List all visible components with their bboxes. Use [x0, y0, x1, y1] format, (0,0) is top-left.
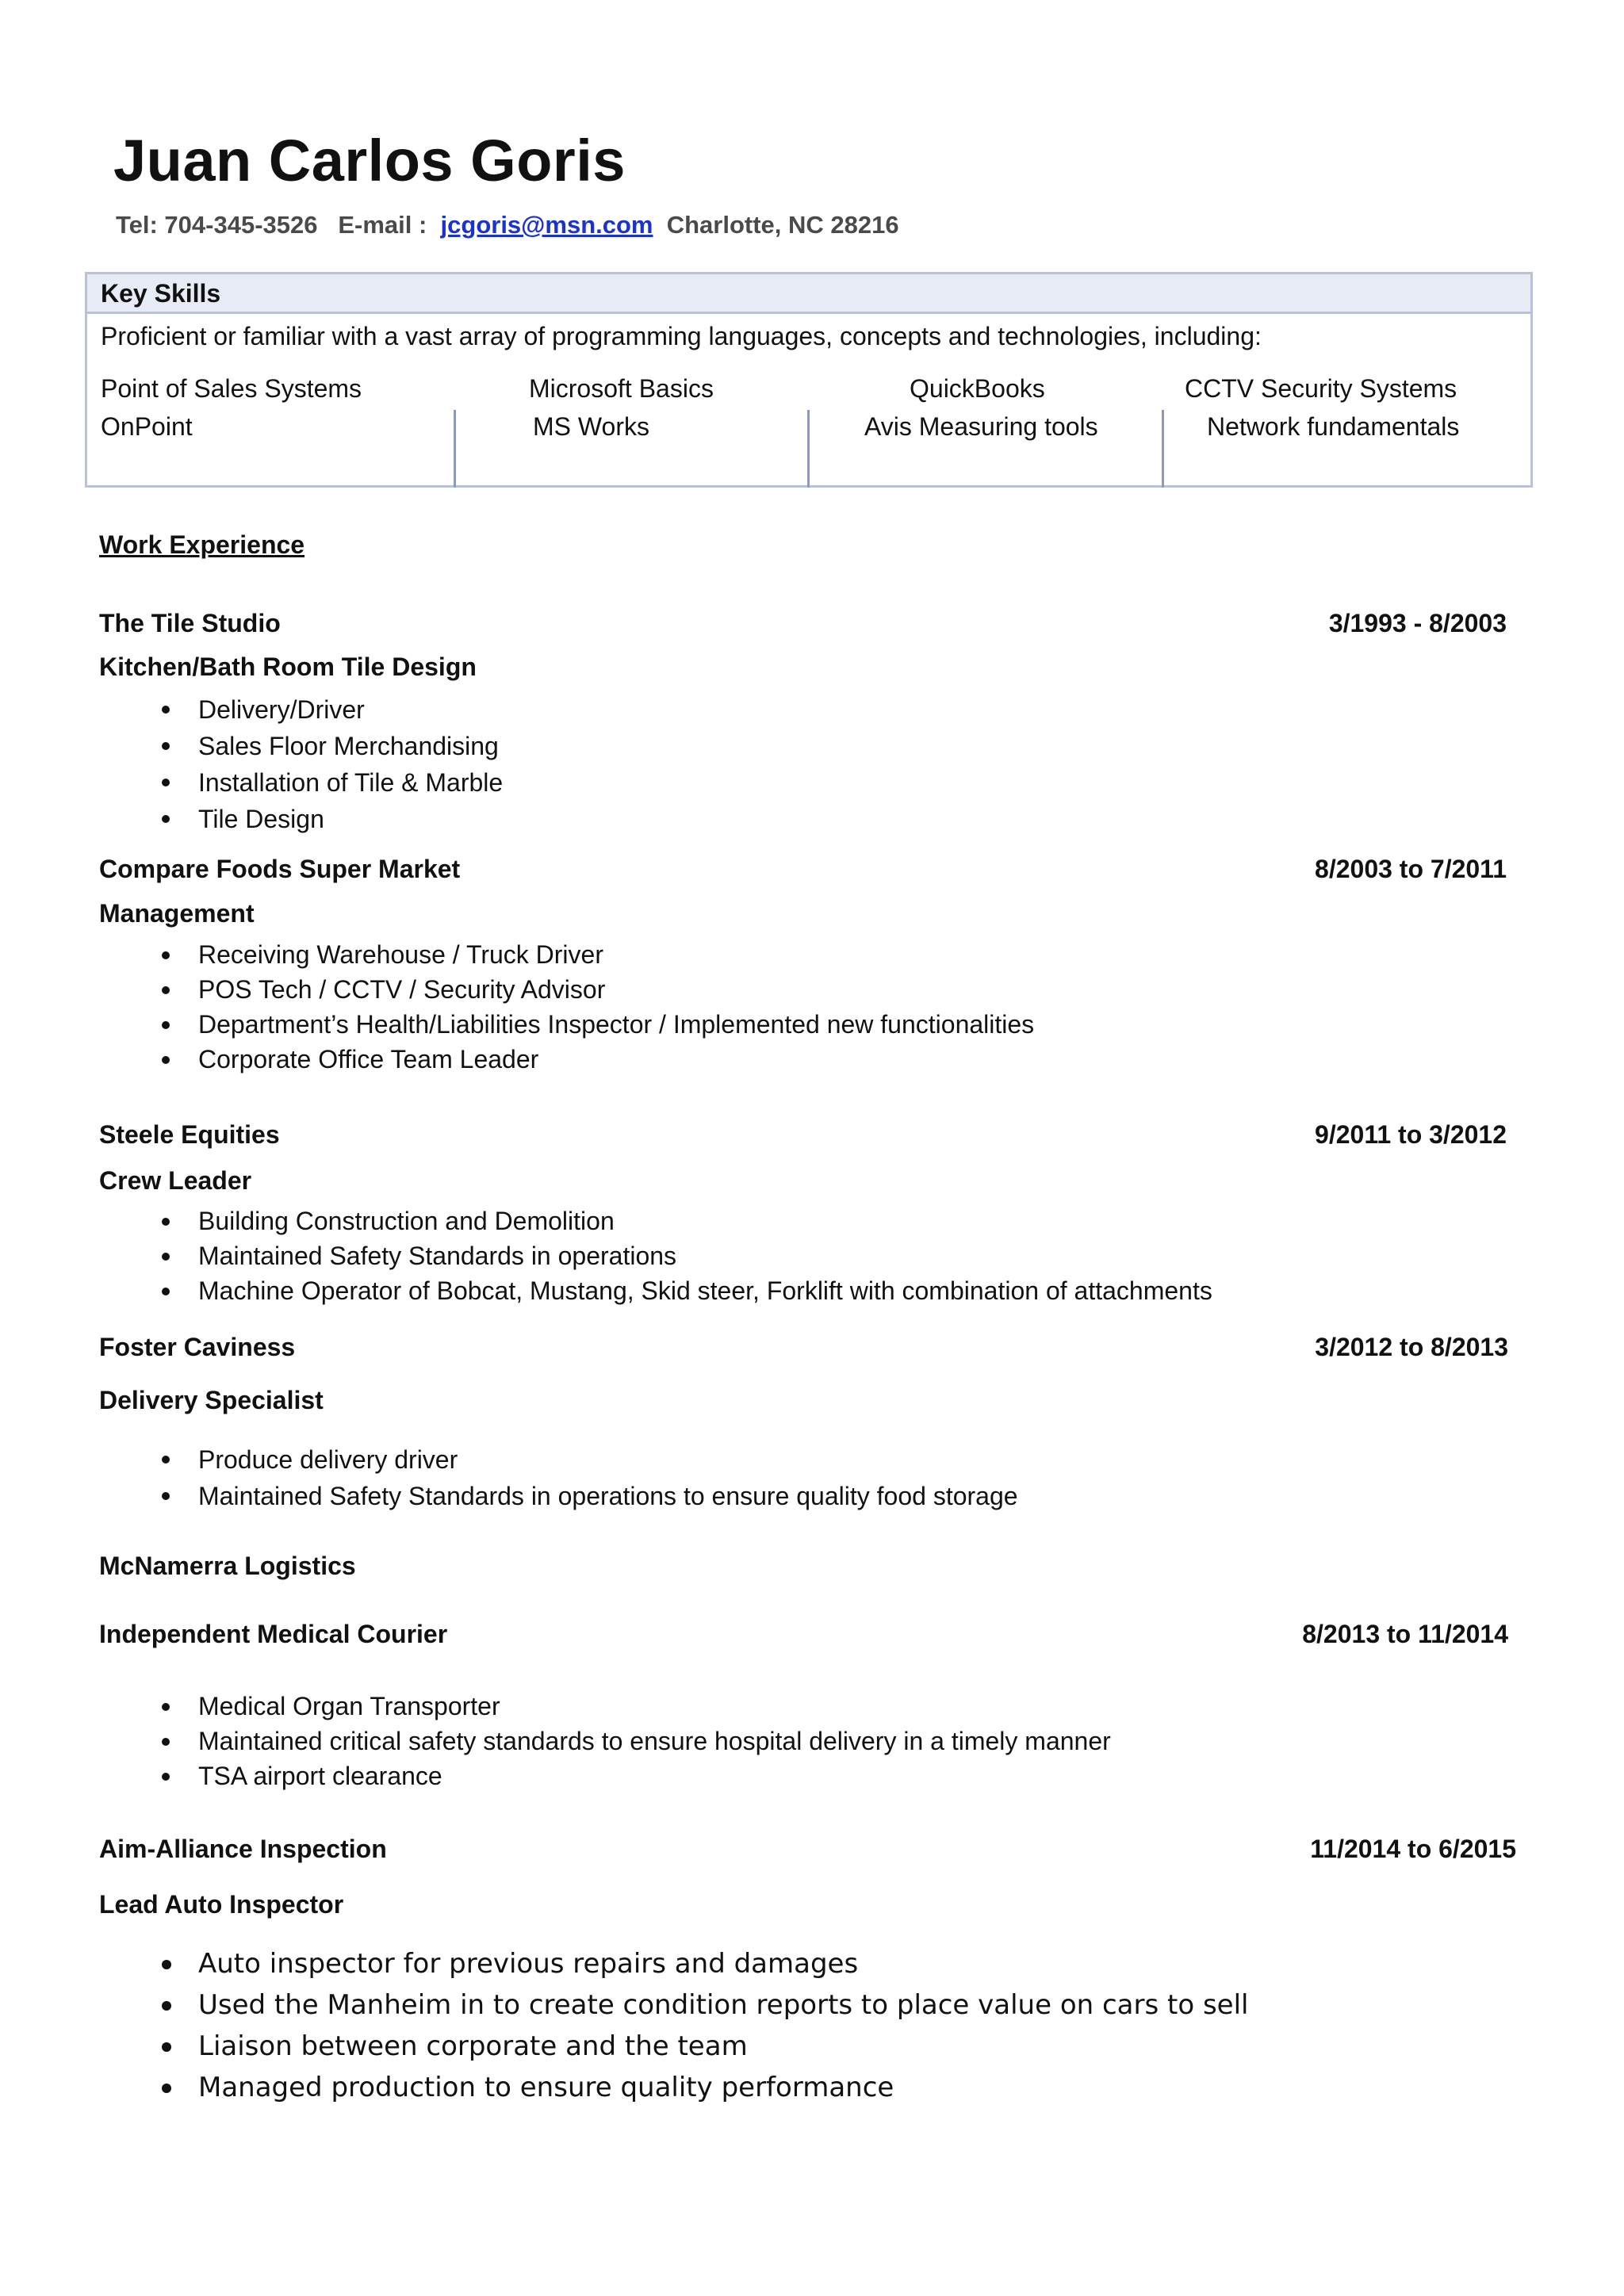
job-dates: 3/1993 - 8/2003 [1328, 609, 1507, 637]
job-dates: 8/2013 to 11/2014 [1302, 1620, 1508, 1648]
list-item: Machine Operator of Bobcat, Mustang, Skid steer, Forklift with combination of attachments [159, 1273, 1212, 1308]
list-item: Maintained Safety Standards in operations [159, 1238, 1212, 1273]
list-item: Produce delivery driver [159, 1441, 1018, 1478]
job-bullets [159, 937, 1034, 1077]
list-item: Building Construction and Demolition [159, 1203, 1212, 1238]
job-role: Kitchen/Bath Room Tile Design [99, 652, 477, 681]
job-company: The Tile Studio [99, 609, 281, 637]
skill-item: Network fundamentals [1207, 412, 1460, 441]
job-company: Compare Foods Super Market [99, 855, 461, 883]
job-bullets [159, 1689, 1111, 1793]
job-company: Aim-Alliance Inspection [99, 1835, 387, 1863]
job-role: Crew Leader [99, 1166, 252, 1195]
skill-item: Avis Measuring tools [864, 412, 1098, 441]
skills-column-divider [454, 410, 456, 488]
list-item: Tile Design [159, 801, 503, 837]
skill-item: OnPoint [101, 412, 193, 441]
key-skills-header [87, 274, 1530, 314]
key-skills-intro: Proficient or familiar with a vast array of programming languages, concepts and technologies, including: [101, 322, 1262, 350]
list-item: Department’s Health/Liabilities Inspector / Implemented new functionalities [159, 1007, 1034, 1042]
skill-item: Microsoft Basics [529, 374, 714, 403]
job-role: Lead Auto Inspector [99, 1890, 344, 1919]
list-item: Liaison between corporate and the team [159, 2026, 1248, 2067]
list-item: Sales Floor Merchandising [159, 728, 503, 764]
list-item: Corporate Office Team Leader [159, 1042, 1034, 1077]
list-item: Receiving Warehouse / Truck Driver [159, 937, 1034, 972]
job-bullets [159, 1943, 1248, 2108]
email-link[interactable]: jcgoris@msn.com [440, 211, 653, 239]
list-item: POS Tech / CCTV / Security Advisor [159, 972, 1034, 1007]
skills-column-divider [1162, 410, 1164, 488]
list-item: Maintained critical safety standards to ensure hospital delivery in a timely manner [159, 1724, 1111, 1758]
skill-item: MS Works [533, 412, 649, 441]
job-company: Foster Caviness [99, 1333, 296, 1361]
skills-column-divider [807, 410, 810, 488]
list-item: Managed production to ensure quality performance [159, 2067, 1248, 2108]
key-skills-heading: Key Skills [101, 279, 221, 308]
skill-item: QuickBooks [910, 374, 1045, 403]
contact-line [116, 211, 899, 239]
job-dates: 11/2014 to 6/2015 [1310, 1835, 1516, 1863]
list-item: Installation of Tile & Marble [159, 764, 503, 801]
list-item: Used the Manheim in to create condition reports to place value on cars to sell [159, 1984, 1248, 2026]
list-item: Medical Organ Transporter [159, 1689, 1111, 1724]
skill-item: CCTV Security Systems [1185, 374, 1457, 403]
job-bullets [159, 1203, 1212, 1308]
job-role: Independent Medical Courier [99, 1620, 448, 1648]
job-role: Management [99, 899, 255, 928]
skill-item: Point of Sales Systems [101, 374, 362, 403]
list-item: Delivery/Driver [159, 691, 503, 728]
phone-number: Tel: 704-345-3526 [116, 211, 318, 239]
job-bullets [159, 1441, 1018, 1514]
job-role: Delivery Specialist [99, 1386, 324, 1414]
candidate-name: Juan Carlos Goris [113, 128, 626, 193]
list-item: Maintained Safety Standards in operations to ensure quality food storage [159, 1478, 1018, 1514]
job-dates: 3/2012 to 8/2013 [1315, 1333, 1508, 1361]
list-item: TSA airport clearance [159, 1758, 1111, 1793]
work-experience-heading: Work Experience [99, 530, 305, 559]
job-company: Steele Equities [99, 1120, 280, 1149]
email-label: E-mail : [338, 211, 427, 239]
location: Charlotte, NC 28216 [666, 211, 899, 239]
job-bullets [159, 691, 503, 837]
list-item: Auto inspector for previous repairs and damages [159, 1943, 1248, 1984]
job-company: McNamerra Logistics [99, 1552, 356, 1580]
job-dates: 8/2003 to 7/2011 [1315, 855, 1507, 883]
job-dates: 9/2011 to 3/2012 [1315, 1120, 1507, 1149]
